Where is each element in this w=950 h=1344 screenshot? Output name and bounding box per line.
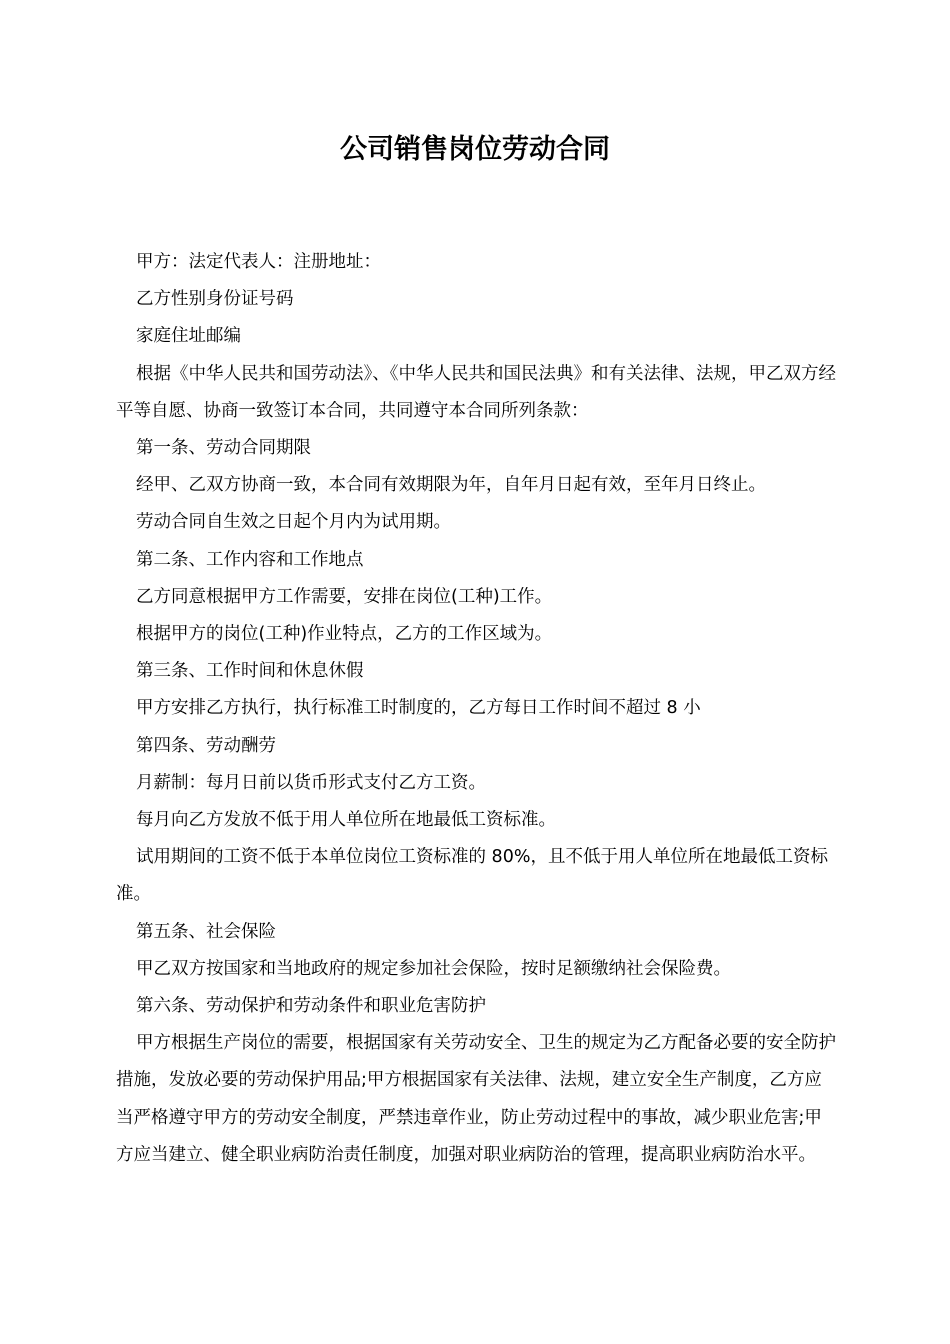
- article-6-heading: 第六条、劳动保护和劳动条件和职业危害防护: [136, 996, 486, 1017]
- paragraph-job-position: 乙方同意根据甲方工作需要，安排在岗位(工种)工作。: [136, 586, 553, 607]
- paragraph-labor-protection: 甲方根据生产岗位的需要，根据国家有关劳动安全、卫生的规定为乙方配备必要的安全防护措施，发放必要的劳动保护用品;甲方根据国家有关法律、法规，建立安全生产制度，乙方应当严格遵守甲方的劳动安全制度，严禁违章作业，防止劳动过程中的事故，减少职业危害;甲方应当建立、健全职业病防治责任制度，加强对职业病防治的管理，提高职业病防治水平。: [116, 1033, 836, 1165]
- document-title: 公司销售岗位劳动合同: [340, 134, 610, 165]
- paragraph-work-area: 根据甲方的岗位(工种)作业特点，乙方的工作区域为。: [136, 624, 553, 645]
- paragraph-social-insurance: 甲乙双方按国家和当地政府的规定参加社会保险，按时足额缴纳社会保险费。: [136, 958, 731, 979]
- article-3-heading: 第三条、工作时间和休息休假: [136, 661, 364, 682]
- paragraph-preamble: 根据《中华人民共和国劳动法》、《中华人民共和国民法典》和有关法律、法规，甲乙双方经平等自愿、协商一致签订本合同，共同遵守本合同所列条款：: [116, 363, 836, 421]
- paragraph-party-b: 乙方性别身份证号码: [136, 289, 294, 310]
- paragraph-monthly-salary: 月薪制：每月日前以货币形式支付乙方工资。: [136, 772, 486, 793]
- article-1-heading: 第一条、劳动合同期限: [136, 438, 311, 459]
- document-body: [116, 244, 836, 1174]
- article-2-heading: 第二条、工作内容和工作地点: [136, 549, 364, 570]
- paragraph-working-hours: 甲方安排乙方执行，执行标准工时制度的，乙方每日工作时间不超过 8 小: [136, 698, 701, 719]
- paragraph-address: 家庭住址邮编: [136, 326, 241, 347]
- article-4-heading: 第四条、劳动酬劳: [136, 735, 276, 756]
- paragraph-party-a: 甲方：法定代表人：注册地址：: [136, 252, 381, 272]
- paragraph-probation: 劳动合同自生效之日起个月内为试用期。: [136, 512, 451, 533]
- paragraph-contract-term: 经甲、乙双方协商一致，本合同有效期限为年，自年月日起有效，至年月日终止。: [136, 475, 766, 496]
- paragraph-probation-wage: 试用期间的工资不低于本单位岗位工资标准的 80%，且不低于用人单位所在地最低工资标准。: [116, 847, 828, 905]
- paragraph-minimum-wage: 每月向乙方发放不低于用人单位所在地最低工资标准。: [136, 810, 556, 831]
- article-5-heading: 第五条、社会保险: [136, 921, 276, 942]
